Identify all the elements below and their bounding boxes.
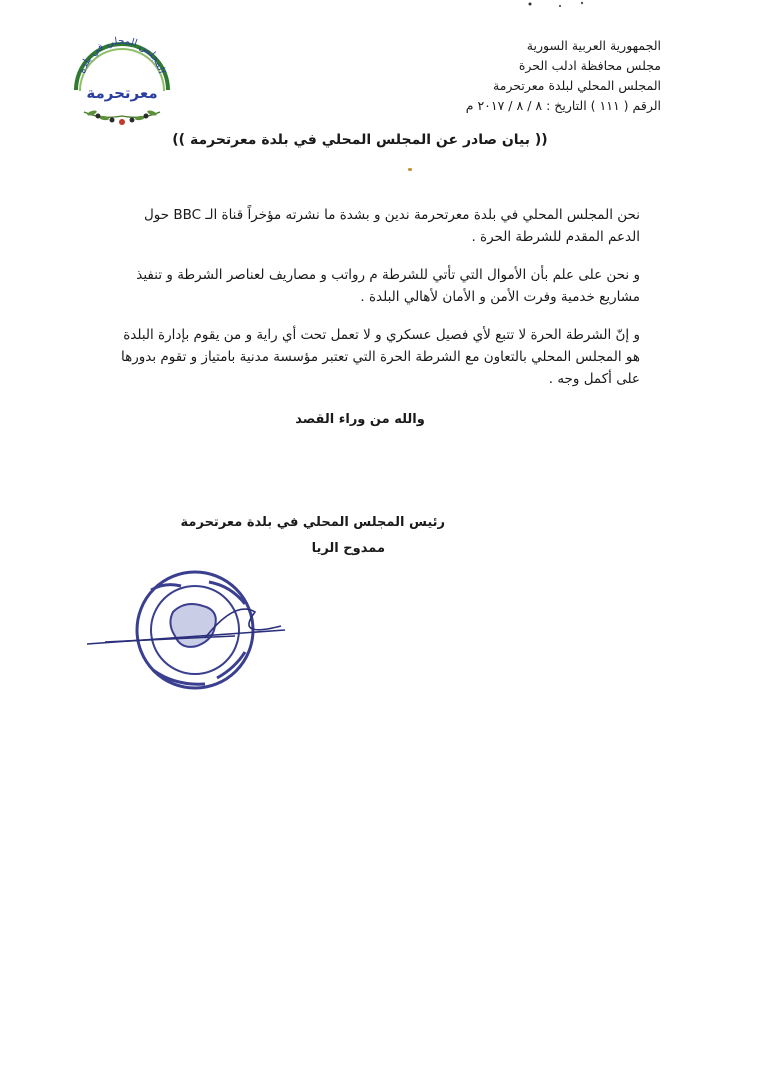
scan-specks	[520, 0, 640, 12]
header-reference-date: الرقم ( ١١١ ) التاريخ : ٨ / ٨ / ٢٠١٧ م	[465, 98, 661, 113]
document-title: (( بيان صادر عن المجلس المحلي في بلدة معرتحرمة ))	[172, 132, 548, 148]
letterhead	[361, 36, 661, 116]
header-council: المجلس المحلي لبلدة معرتحرمة	[493, 78, 661, 93]
paragraph-1: نحن المجلس المحلي في بلدة معرتحرمة ندين و بشدة ما نشرته مؤخراً قناة الـ BBC حول الدعم المقدم للشرطة الحرة .	[143, 207, 640, 245]
header-governorate: مجلس محافظة ادلب الحرة	[518, 58, 661, 73]
olive-wreath-logo-icon	[62, 20, 182, 130]
signer-role: رئيس المجلس المحلي في بلدة معرتحرمة	[180, 515, 445, 530]
logo-center-text: معرتحرمة	[86, 84, 158, 102]
paragraph-3: و إنّ الشرطة الحرة لا تتبع لأي فصيل عسكري و لا تعمل تحت أي راية و من يقوم بإدارة البلدة هو المجلس المحلي بالتعاون مع الشرطة الحرة التي تعتبر مؤسسة مدنية بامتياز و تقوم بدورها على أكمل وجه .	[121, 327, 640, 387]
statement-body	[120, 204, 640, 406]
signature-block	[105, 510, 445, 562]
header-country: الجمهورية العربية السورية	[526, 38, 661, 53]
signer-name: ممدوح الريا	[311, 541, 385, 556]
paragraph-2: و نحن على علم بأن الأموال التي تأتي للشرطة م رواتب و مصاريف لعناصر الشرطة و تنفيذ مشاريع خدمية وفرت الأمن و الأمان لأهالي البلدة .	[136, 267, 640, 305]
decorative-dot	[408, 168, 412, 171]
official-stamp-icon	[85, 560, 305, 710]
logo-arc-text: المجلس المحلي في بلدة	[77, 35, 167, 75]
closing-phrase: والله من وراء القصد	[295, 412, 425, 427]
